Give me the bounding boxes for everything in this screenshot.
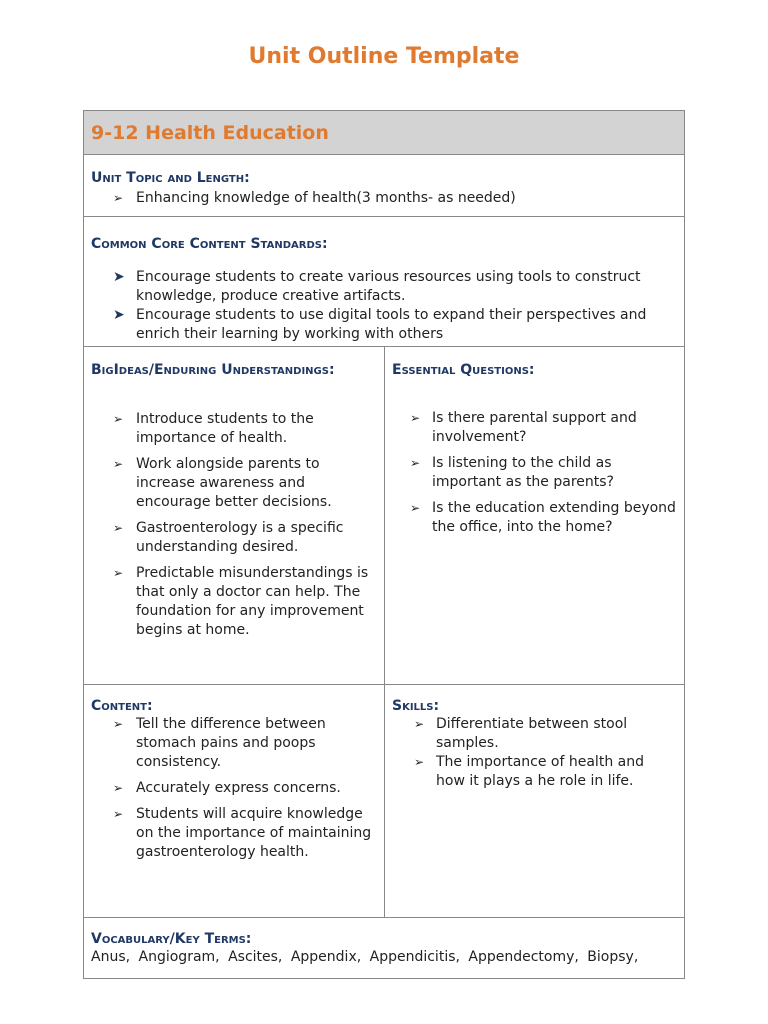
list-item: ➤ Encourage students to use digital tools to expand their perspectives and enrich their learning by working with others xyxy=(113,307,647,342)
content-skills-row xyxy=(84,685,684,918)
essential-questions-label: Essential Questions: xyxy=(392,362,535,378)
arrow-bullet-icon: ➢ xyxy=(113,717,124,731)
vocabulary-cell xyxy=(84,918,684,978)
content-label: Content: xyxy=(91,698,153,714)
unit-topic-cell xyxy=(84,155,684,216)
skills-label: Skills: xyxy=(392,698,440,714)
standards-cell xyxy=(84,217,684,346)
unit-topic-list xyxy=(91,189,677,208)
standards-label: Common Core Content Standards: xyxy=(91,236,328,252)
vocabulary-row xyxy=(84,918,684,978)
document-title: Unit Outline Template xyxy=(248,44,520,69)
list-item: ➢ Is there parental support and involvement? xyxy=(410,410,637,445)
standards-row xyxy=(84,217,684,347)
list-item: ➢ Is listening to the child as important as the parents? xyxy=(410,455,614,490)
arrow-bullet-icon: ➤ xyxy=(113,307,125,323)
big-ideas-label: BigIdeas/Enduring Understandings: xyxy=(91,362,335,378)
list-item: ➢ Tell the difference between stomach pains and poops consistency. xyxy=(113,716,326,770)
big-ideas-questions-row xyxy=(84,347,684,685)
course-title: 9-12 Health Education xyxy=(91,121,329,144)
arrow-bullet-icon: ➢ xyxy=(113,521,124,535)
arrow-bullet-icon: ➢ xyxy=(113,781,124,795)
list-item: ➢ Predictable misunderstandings is that only a doctor can help. The foundation for any improvement begins at home. xyxy=(113,565,369,638)
essential-questions-cell xyxy=(384,347,684,684)
list-item: ➤ Encourage students to create various resources using tools to construct knowledge, produce creative artifacts. xyxy=(113,269,641,304)
unit-topic-row xyxy=(84,155,684,217)
arrow-bullet-icon: ➢ xyxy=(410,411,421,425)
big-ideas-cell xyxy=(84,347,384,684)
standards-list xyxy=(91,268,677,344)
skills-cell xyxy=(384,685,684,917)
skills-list xyxy=(392,715,677,791)
unit-topic-label: Unit Topic and Length: xyxy=(91,170,250,186)
list-item: ➢ Is the education extending beyond the office, into the home? xyxy=(410,500,676,535)
arrow-bullet-icon: ➢ xyxy=(410,501,421,515)
big-ideas-list xyxy=(91,410,377,640)
content-list xyxy=(91,715,377,862)
arrow-bullet-icon: ➢ xyxy=(113,412,124,426)
table-header-row xyxy=(84,111,684,155)
arrow-bullet-icon: ➢ xyxy=(113,191,124,205)
arrow-bullet-icon: ➢ xyxy=(113,566,124,580)
essential-questions-list xyxy=(392,409,677,537)
unit-outline-table xyxy=(83,110,685,979)
list-item: ➢ Differentiate between stool samples. xyxy=(414,716,628,751)
vocabulary-label: Vocabulary/Key Terms: xyxy=(91,931,252,947)
arrow-bullet-icon: ➤ xyxy=(113,269,125,285)
content-cell xyxy=(84,685,384,917)
arrow-bullet-icon: ➢ xyxy=(113,807,124,821)
vocabulary-terms: Anus, Angiogram, Ascites, Appendix, Appendicitis, Appendectomy, Biopsy, xyxy=(91,949,639,965)
list-item: ➢ Students will acquire knowledge on the importance of maintaining gastroenterology health. xyxy=(113,806,372,860)
list-item: ➢ Work alongside parents to increase awareness and encourage better decisions. xyxy=(113,456,332,510)
list-item: ➢ The importance of health and how it plays a he role in life. xyxy=(414,754,644,789)
arrow-bullet-icon: ➢ xyxy=(410,456,421,470)
list-item: ➢ Introduce students to the importance of health. xyxy=(113,411,314,446)
arrow-bullet-icon: ➢ xyxy=(414,717,425,731)
list-item: ➢ Gastroenterology is a specific understanding desired. xyxy=(113,520,344,555)
list-item: ➢ Accurately express concerns. xyxy=(113,780,341,796)
arrow-bullet-icon: ➢ xyxy=(414,755,425,769)
list-item: ➢ Enhancing knowledge of health(3 months- as needed) xyxy=(113,190,516,206)
arrow-bullet-icon: ➢ xyxy=(113,457,124,471)
